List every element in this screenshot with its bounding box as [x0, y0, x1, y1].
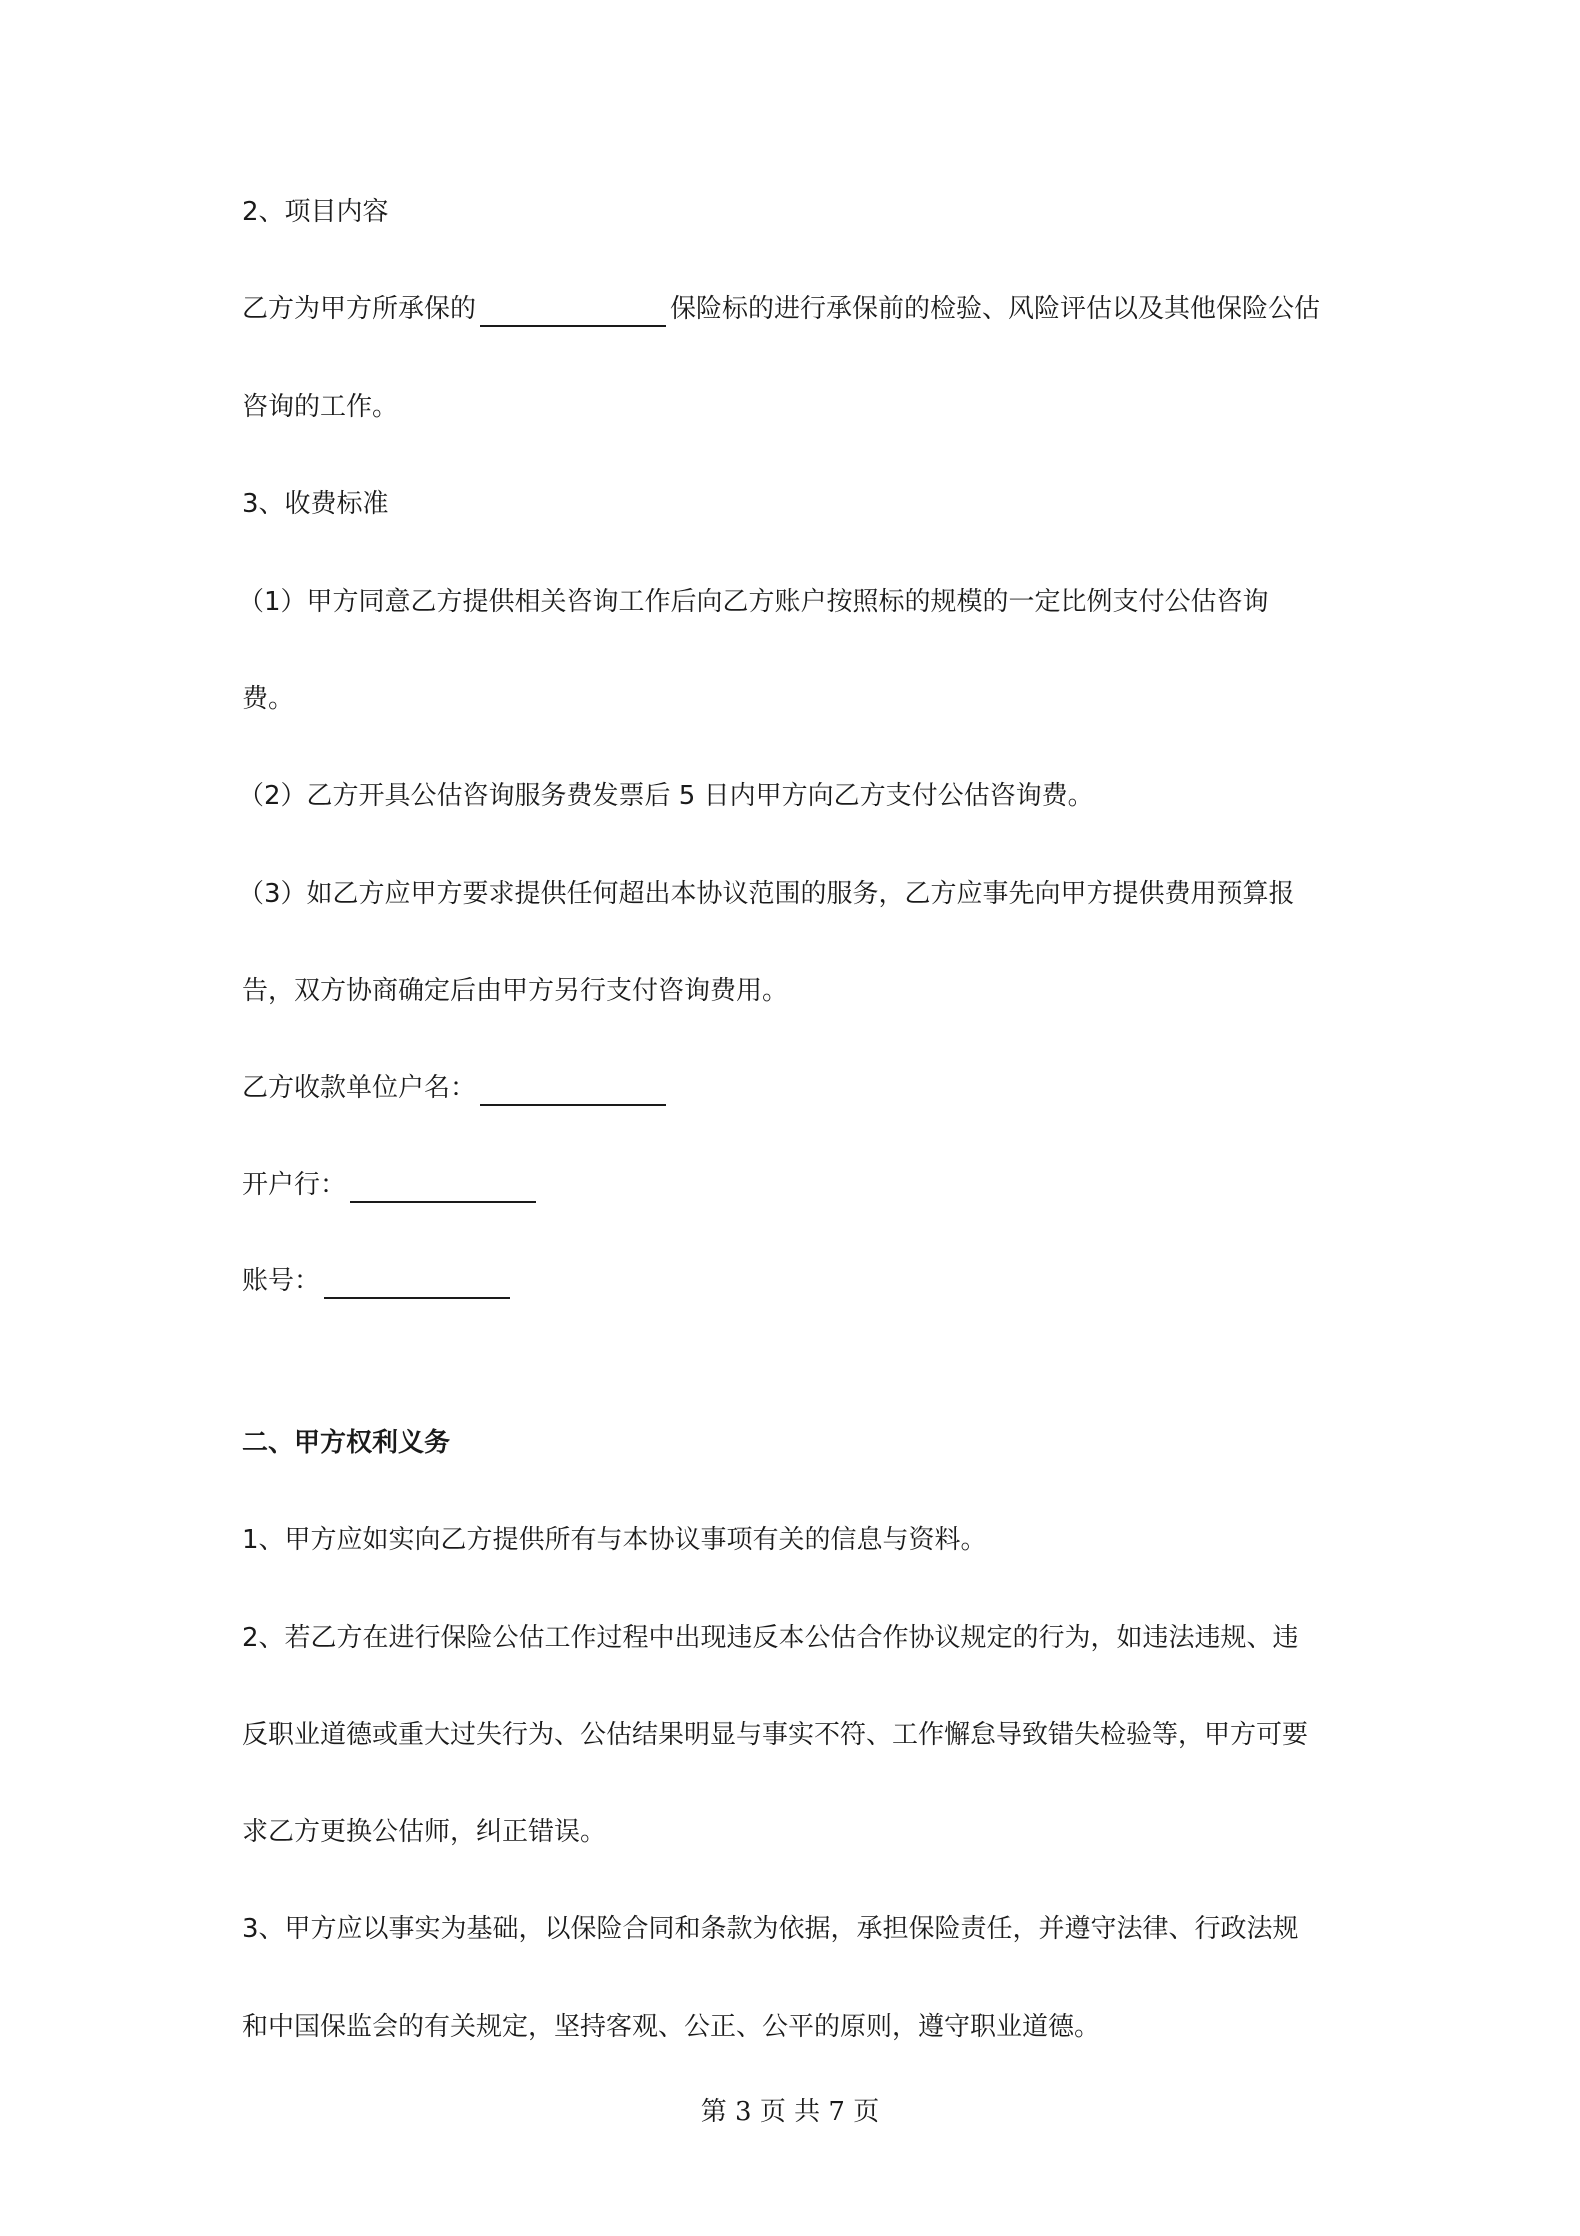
- fee-clause-2: （2）乙方开具公估咨询服务费发票后 5 日内甲方向乙方支付公估咨询费。: [238, 781, 1094, 811]
- fee-clause-3-line2: 告，双方协商确定后由甲方另行支付咨询费用。: [242, 976, 789, 1006]
- party-a-clause-1: 1、甲方应如实向乙方提供所有与本协议事项有关的信息与资料。: [242, 1525, 987, 1555]
- page-number-footer: 第 3 页 共 7 页: [700, 2097, 880, 2127]
- payee-name-blank: [480, 1074, 666, 1106]
- fee-clause-1-line2: 费。: [242, 684, 295, 714]
- item2-title: 2、项目内容: [242, 197, 389, 227]
- party-a-clause-2-line2: 反职业道德或重大过失行为、公估结果明显与事实不符、工作懈怠导致错失检验等，甲方可要: [242, 1720, 1309, 1750]
- item2-text-a: 乙方为甲方所承保的: [242, 294, 477, 324]
- party-a-clause-3-line1: 3、甲方应以事实为基础，以保险合同和条款为依据，承担保险责任，并遵守法律、行政法规: [242, 1914, 1299, 1944]
- fee-clause-3-line1: （3）如乙方应甲方要求提供任何超出本协议范围的服务，乙方应事先向甲方提供费用预算报: [238, 879, 1295, 909]
- party-a-clause-2-line3: 求乙方更换公估师，纠正错误。: [242, 1817, 607, 1847]
- payee-name-row: [242, 1070, 670, 1106]
- bank-row: [242, 1167, 540, 1203]
- item3-title: 3、收费标准: [242, 489, 389, 519]
- payee-name-label: 乙方收款单位户名：: [242, 1073, 477, 1103]
- account-row: [242, 1263, 514, 1299]
- insured-object-blank: [480, 295, 666, 327]
- account-blank: [324, 1267, 510, 1299]
- party-a-clause-3-line2: 和中国保监会的有关规定，坚持客观、公正、公平的原则，遵守职业道德。: [242, 2012, 1101, 2042]
- bank-blank: [350, 1171, 536, 1203]
- item2-text-b: 保险标的进行承保前的检验、风险评估以及其他保险公估: [670, 294, 1321, 324]
- item2-paragraph-line1: [242, 291, 1320, 327]
- party-a-heading: 二、甲方权利义务: [242, 1428, 451, 1458]
- bank-label: 开户行：: [242, 1170, 347, 1200]
- party-a-clause-2-line1: 2、若乙方在进行保险公估工作过程中出现违反本公估合作协议规定的行为，如违法违规、违: [242, 1623, 1299, 1653]
- account-label: 账号：: [242, 1266, 321, 1296]
- item2-paragraph-line2: 咨询的工作。: [242, 392, 399, 422]
- fee-clause-1-line1: （1）甲方同意乙方提供相关咨询工作后向乙方账户按照标的规模的一定比例支付公估咨询: [238, 587, 1269, 617]
